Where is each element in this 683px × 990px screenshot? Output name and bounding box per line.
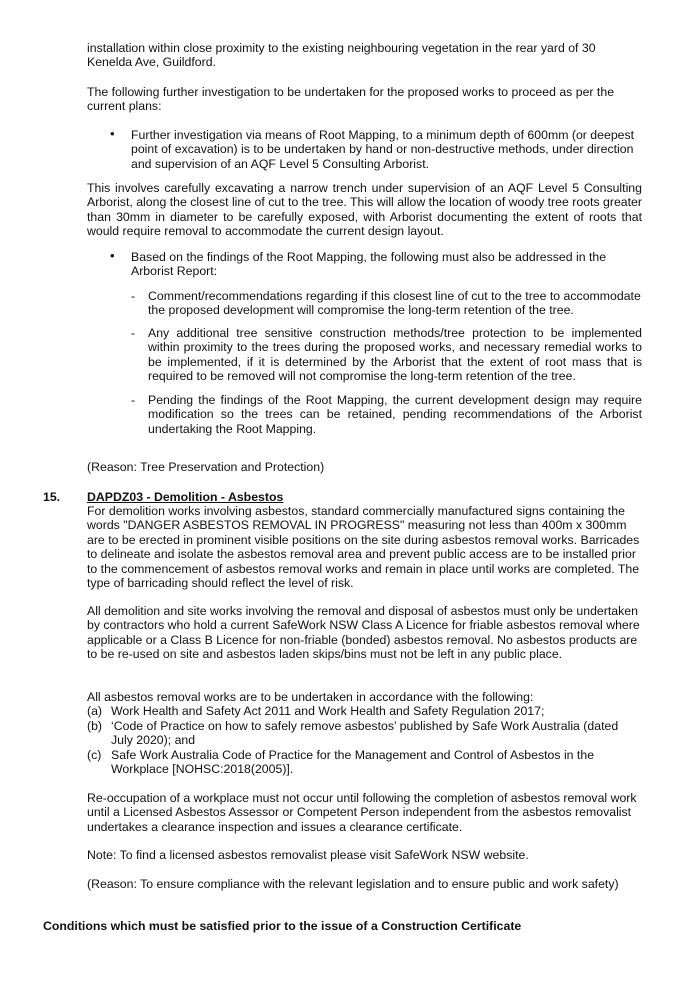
condition-number: 15.: [43, 490, 61, 504]
intro-continuation: installation within close proximity to the existing neighbouring vegetation in the rear yard of 30 Kenelda Ave, Guildford.: [87, 41, 596, 70]
section-heading: Conditions which must be satisfied prior to the issue of a Construction Certificate: [43, 919, 522, 933]
list-item-whs-act: Work Health and Safety Act 2011 and Work Health and Safety Regulation 2017;: [111, 704, 545, 718]
dash-item-pending-findings: Pending the findings of the Root Mapping, the current development design may require modification so the trees can be retained, pending recommendations of the Arborist undertaking the Root Mapping.: [148, 393, 642, 436]
bullet-arborist-report: Based on the findings of the Root Mapping, the following must also be addressed in the Arborist Report:: [131, 250, 607, 279]
list-label: (b): [87, 719, 103, 733]
reoccupation-paragraph: Re-occupation of a workplace must not occur until following the completion of asbestos removal work until a Licensed Asbestos Assessor or Competent Person independent from the asbestos removalist undertakes a clearance inspection and issues a clearance certificate.: [87, 791, 637, 834]
asbestos-signage-paragraph: For demolition works involving asbestos, standard commercially manufactured signs containing the words "DANGER ASBESTOS REMOVAL IN PROGRESS" measuring not less than 400m x 300mm are to be erected in prominent visible positions on the site during asbestos removal works. Barricades to delineate and isolate the asbestos removal area and prevent public access are to be installed prior to the commencement of asbestos removal works and remain in place until works are completed. The type of barricading should reflect the level of risk.: [87, 504, 640, 591]
asbestos-contractors-paragraph: All demolition and site works involving the removal and disposal of asbestos must only be undertaken by contractors who hold a current SafeWork NSW Class A Licence for friable asbestos removal where applicable or a Class B Licence for non-friable (bonded) asbestos removal. No asbestos products are to be re-used on site and asbestos laden skips/bins must not be left in any public place.: [87, 604, 640, 662]
list-label: (a): [87, 704, 103, 718]
reason-tree-preservation: (Reason: Tree Preservation and Protection): [87, 460, 325, 474]
excavation-paragraph: This involves carefully excavating a narrow trench under supervision of an AQF Level 5 Consulting Arborist, along the closest line of cut to the tree. This will allow the location of woody tree roots greater than 30mm in diameter to be carefully exposed, with Arborist documenting the extent of roots that would require removal to accommodate the current design layout.: [87, 181, 642, 239]
asbestos-list-intro: All asbestos removal works are to be undertaken in accordance with the following:: [87, 690, 534, 704]
dash-item-comment: Comment/recommendations regarding if this closest line of cut to the tree to accommodate the proposed development will compromise the long-term retention of the tree.: [148, 289, 641, 318]
list-item-code-of-practice: ‘Code of Practice on how to safely remove asbestos’ published by Safe Work Australia (dated July 2020); and: [111, 719, 619, 748]
reason-compliance: (Reason: To ensure compliance with the relevant legislation and to ensure public and work safety): [87, 877, 619, 891]
dash-marker: -: [131, 393, 136, 407]
condition-title: DAPDZ03 - Demolition - Asbestos: [87, 490, 284, 504]
list-item-management-control: Safe Work Australia Code of Practice for the Management and Control of Asbestos in the Workplace [NOHSC:2018(2005)].: [111, 748, 595, 777]
bullet-marker: •: [110, 248, 115, 263]
licensed-removalist-note: Note: To find a licensed asbestos removalist please visit SafeWork NSW website.: [87, 848, 529, 862]
bullet-root-mapping: Further investigation via means of Root Mapping, to a minimum depth of 600mm (or deepest point of excavation) is to be undertaken by hand or non-destructive methods, under direction and supervision of an AQF Level 5 Consulting Arborist.: [131, 128, 635, 171]
further-investigation-paragraph: The following further investigation to be undertaken for the proposed works to proceed as per the current plans:: [87, 85, 615, 114]
dash-marker: -: [131, 289, 136, 303]
bullet-marker: •: [110, 126, 115, 141]
dash-item-tree-protection: Any additional tree sensitive construction methods/tree protection to be implemented within proximity to the trees during the proposed works, and necessary remedial works to be implemented, if it is determined by the Arborist that the extent of root mass that is required to be removed will not compromise the long-term retention of the tree.: [148, 326, 642, 384]
dash-marker: -: [131, 326, 136, 340]
list-label: (c): [87, 748, 102, 762]
